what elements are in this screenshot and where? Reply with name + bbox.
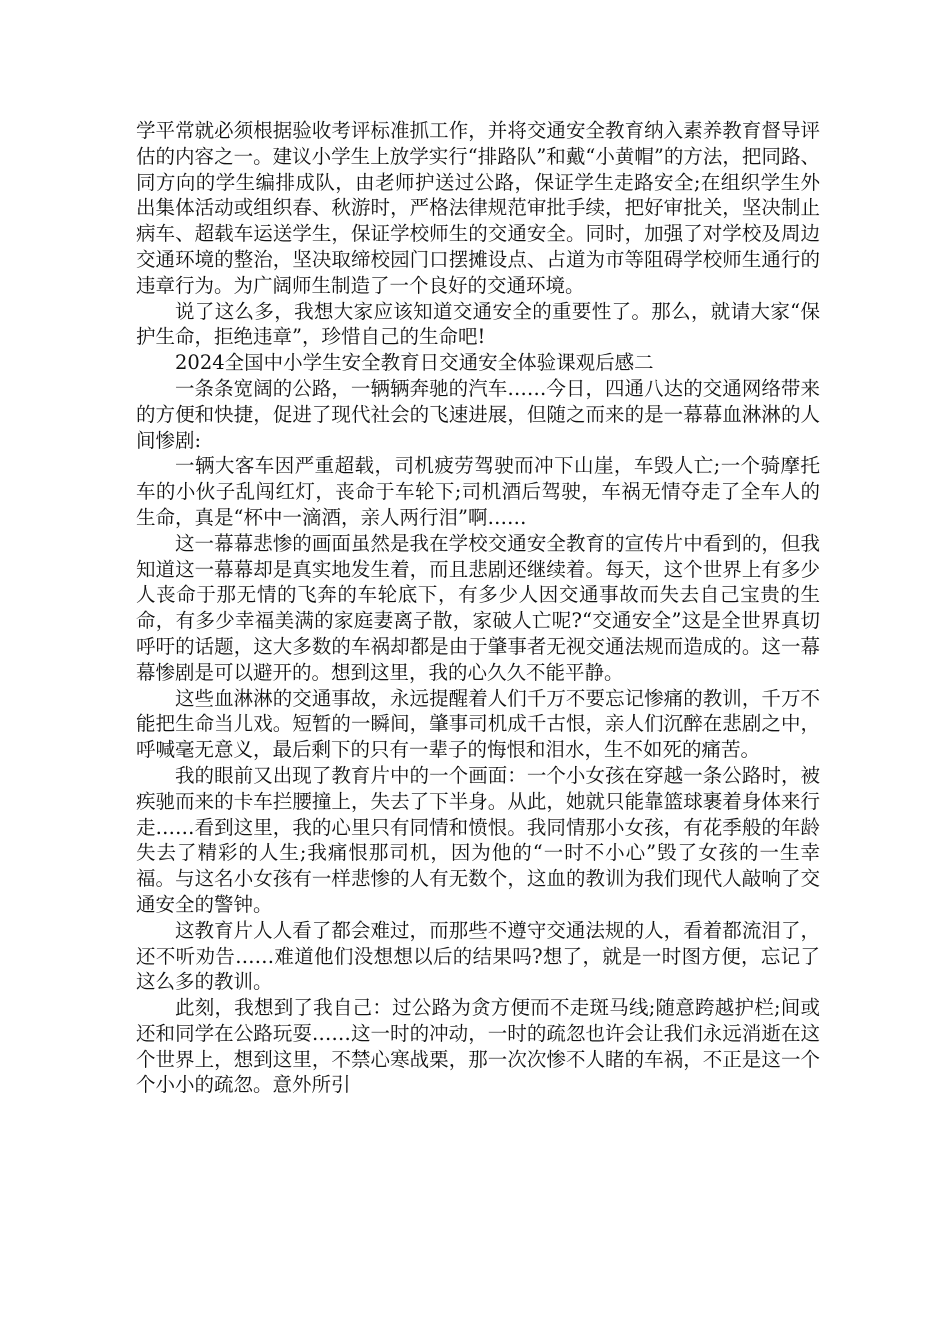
paragraph-girl-story: 我的眼前又出现了教育片中的一个画面：一个小女孩在穿越一条公路时，被疾驰而来的卡车拦腰撞上，失去了下半身。从此，她就只能靠篮球裹着身体来行走……看到这里，我的心里只有同情和愤恨。我同情那小女孩，有花季般的年龄失去了精彩的人生;我痛恨那司机，因为他的“一时不小心”毁了女孩的一生幸福。与这名小女孩有一样悲惨的人有无数个，这血的教训为我们现代人敲响了交通安全的警钟。 [136,763,820,916]
paragraph-reflection: 这一幕幕悲惨的画面虽然是我在学校交通安全教育的宣传片中看到的，但我知道这一幕幕却是真实地发生着，而且悲剧还继续着。每天，这个世界上有多少人丧命于那无情的飞奔的车轮底下，有多少人因交通事故而失去自己宝贵的生命，有多少幸福美满的家庭妻离子散，家破人亡呢?“交通安全”这是全世界真切呼吁的话题，这大多数的车祸却都是由于肇事者无视交通法规而造成的。这一幕幕惨剧是可以避开的。想到这里，我的心久久不能平静。 [136,531,820,684]
paragraph-continuation: 学平常就必须根据验收考评标准抓工作，并将交通安全教育纳入素养教育督导评估的内容之一。建议小学生上放学实行“排路队”和戴“小黄帽”的方法，把同路、同方向的学生编排成队，由老师护送过公路，保证学生走路安全;在组织学生外出集体活动或组织春、秋游时，严格法律规范审批手续，把好审批关，坚决制止病车、超载车运送学生，保证学校师生的交通安全。同时，加强了对学校及周边交通环境的整治，坚决取缔校园门口摆摊设点、占道为市等阻碍学校师生通行的违章行为。为广阔师生制造了一个良好的交通环境。 [136,119,820,297]
paragraph-conclusion: 说了这么多，我想大家应该知道交通安全的重要性了。那么，就请大家“保护生命，拒绝违章”，珍惜自己的生命吧! [136,299,820,349]
section-heading: 2024全国中小学生安全教育日交通安全体验课观后感二 [175,351,654,375]
paragraph-accidents: 一辆大客车因严重超载，司机疲劳驾驶而冲下山崖，车毁人亡;一个骑摩托车的小伙子乱闯红灯，丧命于车轮下;司机酒后驾驶，车祸无情夺走了全车人的生命，真是“杯中一滴酒，亲人两行泪”啊…… [136,454,820,529]
paragraph-film-reaction: 这教育片人人看了都会难过，而那些不遵守交通法规的人，看着都流泪了，还不听劝告……难道他们没想想以后的结果吗?想了，就是一时图方便，忘记了这么多的教训。 [136,918,820,994]
paragraph-intro: 一条条宽阔的公路，一辆辆奔驰的汽车……今日，四通八达的交通网络带来的方便和快捷，促进了现代社会的飞速进展，但随之而来的是一幕幕血淋淋的人间惨剧: [136,376,820,452]
document-page [136,118,820,1098]
paragraph-self-reflection: 此刻，我想到了我自己：过公路为贪方便而不走斑马线;随意跨越护栏;间或还和同学在公路玩耍……这一时的冲动，一时的疏忽也许会让我们永远消逝在这个世界上，想到这里，不禁心寒战栗，那一次次惨不人睹的车祸，不正是这一个个小小的疏忽。意外所引 [136,996,820,1097]
paragraph-lessons: 这些血淋淋的交通事故，永远提醒着人们千万不要忘记惨痛的教训，千万不能把生命当儿戏。短暂的一瞬间，肇事司机成千古恨，亲人们沉醉在悲剧之中，呼喊毫无意义，最后剩下的只有一辈子的悔恨和泪水，生不如死的痛苦。 [136,686,820,762]
